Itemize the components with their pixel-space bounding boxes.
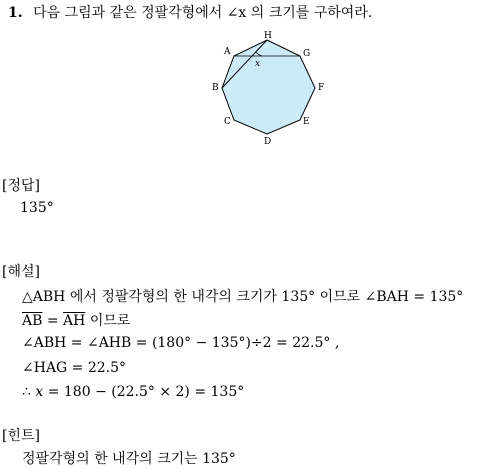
label-d: D [264, 137, 272, 147]
variable-x: x [35, 384, 44, 400]
segment-ab: $\overline{AB}$ [22, 313, 43, 329]
therefore-text: 이므로 [85, 313, 131, 329]
label-f: F [318, 83, 325, 93]
explanation-line-2 [22, 310, 130, 330]
explanation-line-1: △ABH 에서 정팔각형의 한 내각의 크기가 135° 이므로 ∠BAH = 135° [22, 289, 464, 305]
label-c: C [224, 117, 231, 127]
label-x: x [255, 59, 261, 69]
octagon-shape [222, 40, 315, 134]
explanation-line-5 [22, 384, 244, 400]
label-b: B [212, 83, 219, 93]
explanation-header: [해설] [2, 264, 40, 280]
label-h: H [264, 31, 272, 41]
explanation-line-4: ∠HAG = 22.5° [22, 360, 127, 376]
octagon-figure [210, 28, 325, 148]
therefore-symbol: ∴ [22, 384, 36, 400]
label-a: A [224, 47, 231, 57]
segment-ah: $\overline{AH}$ [63, 313, 86, 329]
question-text: 다음 그림과 같은 정팔각형에서 ∠x 의 크기를 구하여라. [33, 5, 373, 21]
question-line [8, 2, 372, 22]
octagon-svg [210, 28, 325, 148]
answer-header: [정답] [2, 178, 40, 194]
explanation-line-3: ∠ABH = ∠AHB = (180° − 135°)÷2 = 22.5° , [22, 335, 340, 351]
label-g: G [303, 49, 311, 59]
answer-value: 135° [20, 200, 54, 216]
label-e: E [303, 117, 310, 127]
question-number: 1. [8, 5, 23, 21]
equals: = [42, 313, 64, 329]
hint-text: 정팔각형의 한 내각의 크기는 135° [22, 451, 236, 467]
final-equation: = 180 − (22.5° × 2) = 135° [43, 384, 245, 400]
hint-header: [힌트] [2, 428, 40, 444]
